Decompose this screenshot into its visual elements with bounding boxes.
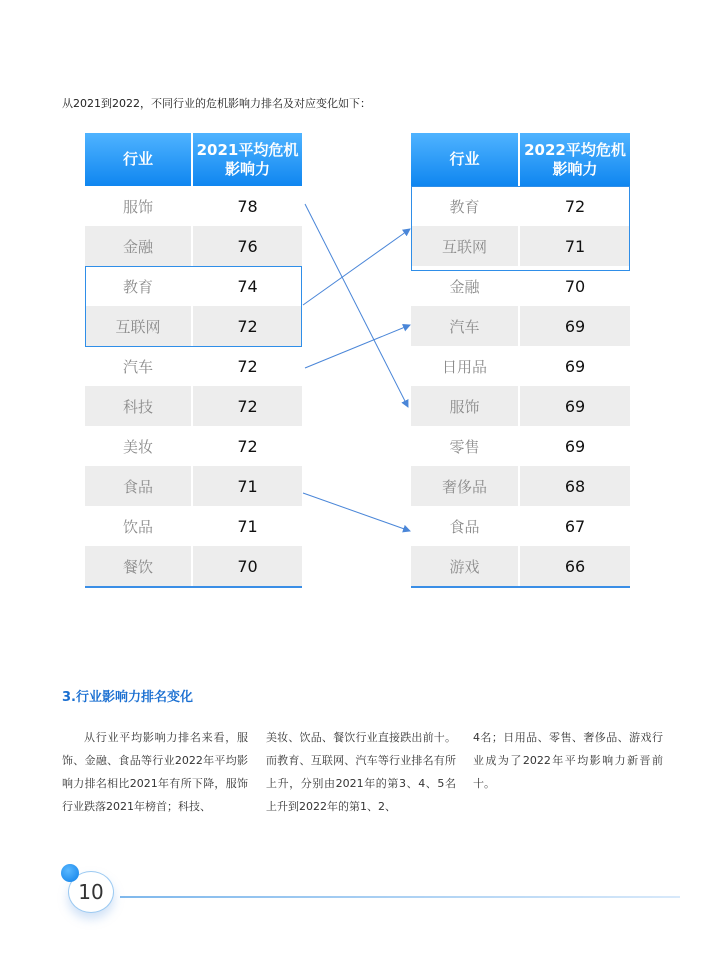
industry-cell: 汽车: [411, 306, 519, 346]
table-2022-header-industry: 行业: [411, 133, 519, 186]
intro-text: 从2021到2022，不同行业的危机影响力排名及对应变化如下：: [62, 97, 371, 110]
value-cell: 72: [519, 186, 630, 226]
industry-cell: 服饰: [411, 386, 519, 426]
value-cell: 70: [192, 546, 302, 587]
value-cell: 72: [192, 306, 302, 346]
arrow-auto: [305, 325, 410, 368]
industry-cell: 食品: [449, 517, 480, 536]
value-cell: 69: [519, 426, 630, 466]
value-cell: 69: [519, 386, 630, 426]
industry-cell: 汽车: [122, 357, 153, 376]
body-text-column-1: 从行业平均影响力排名来看，服饰、金融、食品等行业2022年平均影响力排名相比2021年有所下降，服饰行业跌落2021年榜首；科技、: [62, 731, 248, 813]
value-cell: 71: [192, 506, 302, 546]
industry-cell: 金融: [85, 226, 192, 266]
industry-cell: 饮品: [122, 517, 153, 536]
table-2022-header-value: 2022平均危机影响力: [519, 133, 630, 186]
industry-cell: 教育: [122, 277, 153, 296]
industry-cell: 餐饮: [85, 546, 192, 587]
value-cell: 74: [192, 266, 302, 306]
industry-cell: 教育: [449, 197, 480, 216]
value-cell: 76: [192, 226, 302, 266]
industry-cell: 日用品: [441, 357, 487, 376]
arrow-fashion: [305, 204, 408, 407]
industry-cell: 互联网: [411, 226, 519, 266]
value-cell: 68: [519, 466, 630, 506]
arrow-education-internet: [303, 229, 410, 305]
value-cell: 69: [519, 346, 630, 386]
table-2021-header-value: 2021平均危机影响力: [192, 133, 302, 186]
industry-cell: 食品: [85, 466, 192, 506]
industry-cell: 奢侈品: [411, 466, 519, 506]
body-text-column-3: 4名；日用品、零售、奢侈品、游戏行业成为了2022年平均影响力新晋前十。: [473, 731, 663, 790]
value-cell: 67: [519, 506, 630, 546]
value-cell: 71: [519, 226, 630, 266]
value-cell: 71: [192, 466, 302, 506]
value-cell: 78: [192, 186, 302, 226]
section-title: 3.行业影响力排名变化: [62, 690, 193, 705]
industry-cell: 游戏: [411, 546, 519, 587]
value-cell: 70: [519, 266, 630, 306]
industry-cell: 金融: [449, 277, 480, 296]
industry-cell: 互联网: [85, 306, 192, 346]
footer-divider: [120, 896, 680, 898]
page-number-dot: [61, 864, 79, 882]
value-cell: 72: [192, 346, 302, 386]
industry-cell: 零售: [449, 437, 480, 456]
body-text-column-2: 美妆、饮品、餐饮行业直接跌出前十。而教育、互联网、汽车等行业排名有所上升，分别由2021年的第3、4、5名上升到2022年的第1、2、: [266, 731, 456, 813]
industry-cell: 科技: [85, 386, 192, 426]
arrow-food: [303, 493, 410, 531]
value-cell: 66: [519, 546, 630, 587]
value-cell: 72: [192, 426, 302, 466]
industry-cell: 美妆: [122, 437, 153, 456]
page-number: 10: [68, 871, 114, 913]
value-cell: 72: [192, 386, 302, 426]
table-2021-header-industry: 行业: [85, 133, 192, 186]
industry-cell: 服饰: [122, 197, 153, 216]
value-cell: 69: [519, 306, 630, 346]
